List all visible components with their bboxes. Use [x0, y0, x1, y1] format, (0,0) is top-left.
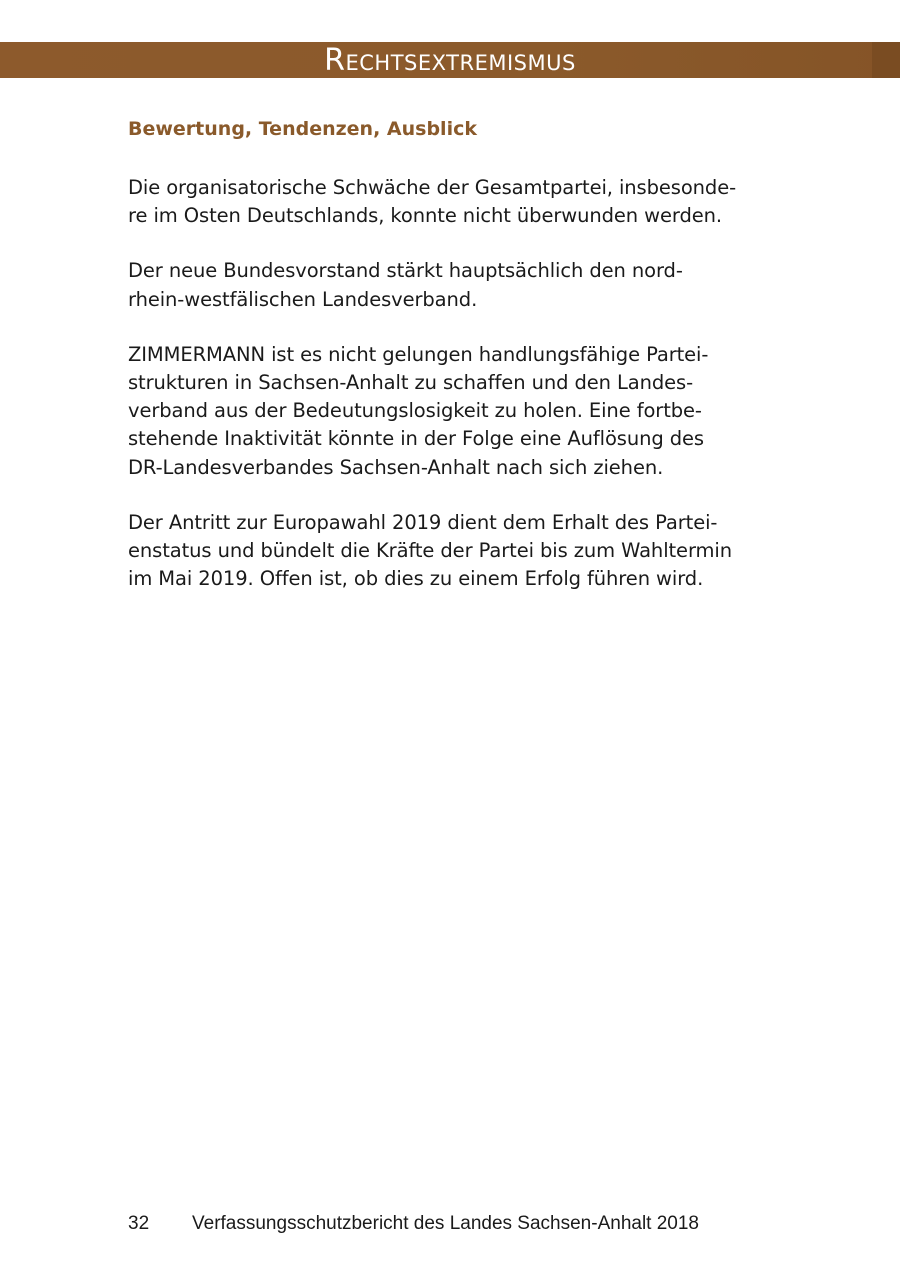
page-number: 32 [128, 1213, 150, 1234]
page-footer [128, 1213, 828, 1239]
section-heading: Bewertung, Tendenzen, Ausblick [128, 118, 477, 140]
chapter-title: Rechtsextremismus [324, 43, 576, 78]
footer-title: Verfassungsschutzbericht des Landes Sachsen-Anhalt 2018 [192, 1213, 699, 1234]
paragraph-4: Der Antritt zur Europawahl 2019 dient dem Erhalt des Partei- enstatus und bündelt die Kräfte der Partei bis zum Wahltermin im Mai 2019. Offen ist, ob dies zu einem Erfolg führen wird. [128, 510, 732, 591]
page-content [128, 114, 778, 620]
chapter-header-bar [0, 42, 900, 78]
paragraph-1: Die organisatorische Schwäche der Gesamtpartei, insbesonde- re im Osten Deutschlands, konnte nicht überwunden werden. [128, 176, 737, 228]
paragraph-3: ZIMMERMANN ist es nicht gelungen handlungsfähige Partei- strukturen in Sachsen-Anhalt zu schaffen und den Landes- verband aus der Bedeutungslosigkeit zu holen. Eine fortbe- stehende Inaktivität könnte in der Folge eine Auflösung des DR-Landesverbandes Sachsen-Anhalt nach sich ziehen. [128, 342, 709, 479]
paragraph-2: Der neue Bundesvorstand stärkt hauptsächlich den nord- rhein-westfälischen Landesverband. [128, 259, 683, 311]
